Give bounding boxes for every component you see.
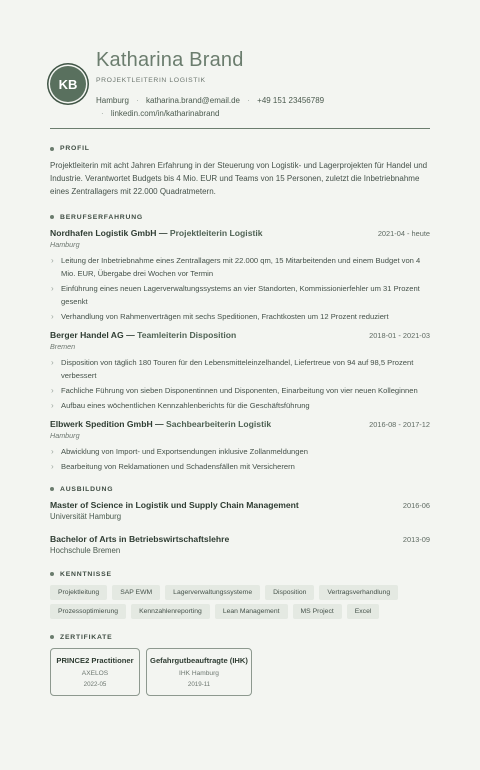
profile-text: Projektleiterin mit acht Jahren Erfahrung in der Steuerung von Logistik- und Lagerprojekten für Handel und Industrie. Verantwortet Budgets bis 4 Mio. EUR und Teams von 15 Personen, zuletzt die Inbetriebnahme eines Zentrallagers mit 22.000 Quadratmetern. [50,161,428,197]
job-title: Nordhafen Logistik GmbH — Projektleiterin Logistik [50,227,263,238]
skill-chip: SAP EWM [112,585,160,600]
skills-section [50,571,430,619]
resume-header [50,0,430,129]
separator-dot: · [247,96,250,105]
avatar: KB [50,66,86,102]
job-title: Berger Handel AG — Teamleiterin Disposition [50,329,237,340]
bullet-dot-icon [50,147,54,151]
job-bullet: › Einführung eines neuen Lagerverwaltungssystems an vier Standorten, Kommissionierfehler um 31 Prozent gesenkt [51,283,420,306]
edu-date: 2016-06 [402,500,430,510]
education-entry [50,500,430,521]
job-date: 2018-01 - 2021-03 [369,330,430,340]
education-entry [50,534,430,555]
contact-city: Hamburg [96,96,129,105]
certificates-section [50,634,430,696]
skill-chip: Lean Management [215,604,288,619]
contact-email[interactable]: katharina.brand@email.de [146,96,240,105]
skills-list [50,585,410,619]
separator-dot: · [101,109,104,118]
person-name: Katharina Brand [96,49,244,71]
cert-date: 2022-05 [83,680,107,688]
chevron-right-icon: › [51,255,54,265]
chevron-right-icon: › [51,400,54,410]
chevron-right-icon: › [51,283,54,293]
skill-chip: Excel [347,604,380,619]
job-bullet: › Leitung der Inbetriebnahme eines Zentrallagers mit 22.000 qm, 15 Mitarbeitenden und einem Budget von 4 Mio. EUR, Übergabe drei Wochen vor Termin [51,255,421,278]
chevron-right-icon: › [51,385,54,395]
section-title: PROFIL [50,145,430,152]
job-bullet: › Abwicklung von Import- und Exportsendungen inklusive Zollanmeldungen [51,446,308,456]
skill-chip: Kennzahlenreporting [131,604,210,619]
job-entry [50,419,430,473]
header-info [96,48,430,120]
skill-chip: Disposition [265,585,314,600]
chevron-right-icon: › [51,311,54,321]
section-title: ZERTIFIKATE [50,634,430,641]
section-title: AUSBILDUNG [50,486,430,493]
job-bullet: › Bearbeitung von Reklamationen und Schadensfällen mit Versicherern [51,461,295,471]
job-date: 2021-04 - heute [377,228,430,238]
cert-name: PRINCE2 Practitioner [56,655,134,665]
skill-chip: Lagerverwaltungssysteme [165,585,260,600]
edu-degree: Bachelor of Arts in Betriebswirtschaftslehre [50,533,230,544]
experience-section [50,214,430,473]
separator-dot: · [136,96,139,105]
job-location: Bremen [50,341,76,351]
job-location: Hamburg [50,430,80,440]
job-location: Hamburg [50,239,80,249]
contact-phone[interactable]: +49 151 23456789 [257,96,325,105]
bullet-dot-icon [50,215,54,219]
chevron-right-icon: › [51,357,54,367]
cert-org: AXELOS [81,669,109,677]
person-role: PROJEKTLEITERIN LOGISTIK [96,77,206,84]
cert-date: 2019-11 [187,680,211,688]
job-bullet: › Aufbau eines wöchentlichen Kennzahlenberichts für die Geschäftsführung [51,400,310,410]
skill-chip: MS Project [293,604,342,619]
bullet-dot-icon [50,572,54,576]
certificate-card [146,648,252,696]
section-title: BERUFSERFAHRUNG [50,214,430,221]
edu-degree: Master of Science in Logistik und Supply Chain Management [50,499,299,510]
education-section [50,486,430,555]
contact-linkedin[interactable]: linkedin.com/in/katharinabrand [110,109,220,118]
job-bullet: › Fachliche Führung von sieben Disponentinnen und Disponenten, Einarbeitung von vier neuen Kolleginnen [51,385,418,395]
edu-school: Universität Hamburg [50,511,122,521]
job-title: Elbwerk Spedition GmbH — Sachbearbeiterin Logistik [50,418,272,429]
job-date: 2016-08 - 2017-12 [369,419,430,429]
chevron-right-icon: › [51,461,54,471]
cert-org: IHK Hamburg [179,669,219,677]
bullet-dot-icon [50,635,54,639]
section-title: KENNTNISSE [50,571,430,578]
edu-date: 2013-09 [402,534,430,544]
skill-chip: Projektleitung [50,585,107,600]
job-bullet: › Disposition von täglich 180 Touren für den Lebensmitteleinzelhandel, Liefertreue von 94 auf 98,5 Prozent verbessert [51,357,414,380]
job-entry [50,330,430,412]
job-bullet: › Verhandlung von Rahmenverträgen mit sechs Speditionen, Frachtkosten um 12 Prozent reduziert [51,311,389,321]
chevron-right-icon: › [51,446,54,456]
edu-school: Hochschule Bremen [50,545,121,555]
skill-chip: Vertragsverhandlung [319,585,398,600]
job-entry [50,228,430,323]
certificate-card [50,648,140,696]
cert-name: Gefahrgutbeauftragte (IHK) [150,655,248,665]
bullet-dot-icon [50,487,54,491]
contact-info [96,94,430,120]
certificates-list [50,648,430,696]
profile-section [50,145,430,199]
skill-chip: Prozessoptimierung [50,604,126,619]
